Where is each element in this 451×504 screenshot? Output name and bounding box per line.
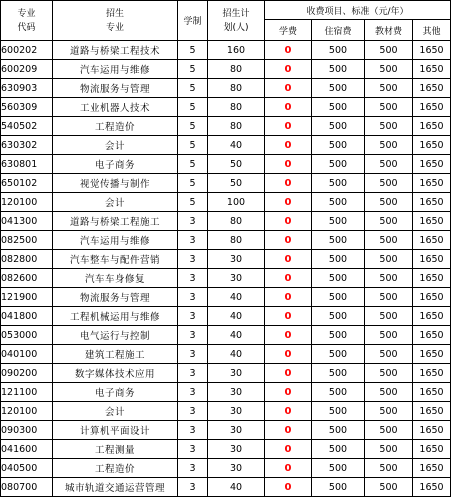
cell-tuition: 0 <box>265 402 312 421</box>
cell-major: 视觉传播与制作 <box>53 174 178 193</box>
cell-duration: 5 <box>178 174 208 193</box>
cell-tuition: 0 <box>265 364 312 383</box>
cell-accommodation: 500 <box>312 193 365 212</box>
cell-major: 汽车运用与维修 <box>53 231 178 250</box>
table-row <box>1 307 451 326</box>
cell-tuition: 0 <box>265 193 312 212</box>
cell-quota: 80 <box>208 117 265 136</box>
cell-code: 120100 <box>1 402 53 421</box>
header-major: 招生 专业 <box>53 1 178 41</box>
cell-tuition: 0 <box>265 231 312 250</box>
cell-major: 汽车车身修复 <box>53 269 178 288</box>
cell-code: 082800 <box>1 250 53 269</box>
cell-textbook: 500 <box>365 250 413 269</box>
cell-code: 090200 <box>1 364 53 383</box>
cell-major: 城市轨道交通运营管理 <box>53 478 178 497</box>
cell-tuition: 0 <box>265 383 312 402</box>
cell-textbook: 500 <box>365 383 413 402</box>
cell-duration: 3 <box>178 383 208 402</box>
cell-duration: 3 <box>178 288 208 307</box>
table-row <box>1 383 451 402</box>
header-fee-group: 收费项目、标准（元/年） <box>265 1 451 20</box>
table-row <box>1 41 451 60</box>
cell-tuition: 0 <box>265 98 312 117</box>
cell-other: 1650 <box>413 174 451 193</box>
table-row <box>1 326 451 345</box>
cell-code: 600202 <box>1 41 53 60</box>
cell-tuition: 0 <box>265 155 312 174</box>
cell-duration: 5 <box>178 79 208 98</box>
cell-code: 082600 <box>1 269 53 288</box>
cell-textbook: 500 <box>365 212 413 231</box>
cell-duration: 3 <box>178 269 208 288</box>
cell-tuition: 0 <box>265 345 312 364</box>
cell-major: 汽车整车与配件营销 <box>53 250 178 269</box>
cell-quota: 80 <box>208 231 265 250</box>
cell-other: 1650 <box>413 288 451 307</box>
cell-code: 090300 <box>1 421 53 440</box>
cell-accommodation: 500 <box>312 326 365 345</box>
cell-duration: 3 <box>178 307 208 326</box>
cell-tuition: 0 <box>265 79 312 98</box>
cell-textbook: 500 <box>365 79 413 98</box>
cell-textbook: 500 <box>365 345 413 364</box>
cell-code: 041300 <box>1 212 53 231</box>
table-row <box>1 136 451 155</box>
cell-textbook: 500 <box>365 174 413 193</box>
cell-other: 1650 <box>413 421 451 440</box>
table-row <box>1 345 451 364</box>
cell-other: 1650 <box>413 459 451 478</box>
cell-accommodation: 500 <box>312 402 365 421</box>
cell-tuition: 0 <box>265 269 312 288</box>
cell-major: 会计 <box>53 402 178 421</box>
cell-tuition: 0 <box>265 117 312 136</box>
cell-quota: 50 <box>208 174 265 193</box>
cell-duration: 3 <box>178 250 208 269</box>
cell-major: 物流服务与管理 <box>53 288 178 307</box>
cell-duration: 5 <box>178 136 208 155</box>
cell-textbook: 500 <box>365 193 413 212</box>
cell-other: 1650 <box>413 155 451 174</box>
cell-tuition: 0 <box>265 440 312 459</box>
cell-quota: 40 <box>208 326 265 345</box>
cell-quota: 30 <box>208 250 265 269</box>
cell-textbook: 500 <box>365 478 413 497</box>
cell-duration: 3 <box>178 364 208 383</box>
cell-major: 工程造价 <box>53 459 178 478</box>
cell-major: 电子商务 <box>53 383 178 402</box>
cell-accommodation: 500 <box>312 136 365 155</box>
header-duration: 学制 <box>178 1 208 41</box>
cell-quota: 30 <box>208 440 265 459</box>
cell-tuition: 0 <box>265 41 312 60</box>
cell-textbook: 500 <box>365 288 413 307</box>
cell-other: 1650 <box>413 440 451 459</box>
cell-tuition: 0 <box>265 250 312 269</box>
cell-code: 041800 <box>1 307 53 326</box>
cell-accommodation: 500 <box>312 269 365 288</box>
cell-other: 1650 <box>413 117 451 136</box>
cell-major: 道路与桥梁工程技术 <box>53 41 178 60</box>
cell-accommodation: 500 <box>312 440 365 459</box>
cell-textbook: 500 <box>365 459 413 478</box>
cell-other: 1650 <box>413 250 451 269</box>
cell-other: 1650 <box>413 364 451 383</box>
cell-major: 会计 <box>53 136 178 155</box>
cell-duration: 3 <box>178 459 208 478</box>
cell-accommodation: 500 <box>312 98 365 117</box>
cell-accommodation: 500 <box>312 459 365 478</box>
table-row <box>1 231 451 250</box>
table-body <box>1 41 451 497</box>
cell-accommodation: 500 <box>312 79 365 98</box>
cell-other: 1650 <box>413 60 451 79</box>
cell-accommodation: 500 <box>312 60 365 79</box>
table-row <box>1 478 451 497</box>
cell-code: 040500 <box>1 459 53 478</box>
cell-accommodation: 500 <box>312 478 365 497</box>
cell-quota: 30 <box>208 364 265 383</box>
table-row <box>1 269 451 288</box>
cell-quota: 80 <box>208 212 265 231</box>
header-accommodation: 住宿费 <box>312 20 365 41</box>
cell-code: 560309 <box>1 98 53 117</box>
cell-major: 工业机器人技术 <box>53 98 178 117</box>
table-row <box>1 250 451 269</box>
table-row <box>1 79 451 98</box>
header-row-1 <box>1 1 451 20</box>
cell-textbook: 500 <box>365 136 413 155</box>
cell-other: 1650 <box>413 98 451 117</box>
cell-tuition: 0 <box>265 421 312 440</box>
cell-accommodation: 500 <box>312 117 365 136</box>
cell-textbook: 500 <box>365 60 413 79</box>
cell-quota: 30 <box>208 459 265 478</box>
cell-major: 工程造价 <box>53 117 178 136</box>
cell-duration: 5 <box>178 193 208 212</box>
cell-major: 汽车运用与维修 <box>53 60 178 79</box>
cell-code: 120100 <box>1 193 53 212</box>
cell-other: 1650 <box>413 41 451 60</box>
cell-accommodation: 500 <box>312 174 365 193</box>
cell-other: 1650 <box>413 136 451 155</box>
cell-duration: 5 <box>178 98 208 117</box>
cell-accommodation: 500 <box>312 250 365 269</box>
cell-textbook: 500 <box>365 155 413 174</box>
header-code: 专业 代码 <box>1 1 53 41</box>
cell-quota: 80 <box>208 60 265 79</box>
cell-duration: 5 <box>178 60 208 79</box>
table-row <box>1 364 451 383</box>
cell-code: 121100 <box>1 383 53 402</box>
cell-other: 1650 <box>413 231 451 250</box>
cell-duration: 3 <box>178 345 208 364</box>
table-row <box>1 117 451 136</box>
cell-quota: 80 <box>208 79 265 98</box>
table-row <box>1 212 451 231</box>
cell-tuition: 0 <box>265 307 312 326</box>
cell-other: 1650 <box>413 269 451 288</box>
cell-quota: 40 <box>208 288 265 307</box>
header-textbook: 教材费 <box>365 20 413 41</box>
cell-accommodation: 500 <box>312 383 365 402</box>
table-row <box>1 155 451 174</box>
cell-other: 1650 <box>413 212 451 231</box>
cell-major: 数字媒体技术应用 <box>53 364 178 383</box>
cell-quota: 100 <box>208 193 265 212</box>
cell-major: 电气运行与控制 <box>53 326 178 345</box>
cell-duration: 3 <box>178 231 208 250</box>
cell-textbook: 500 <box>365 269 413 288</box>
table-row <box>1 421 451 440</box>
cell-textbook: 500 <box>365 41 413 60</box>
cell-textbook: 500 <box>365 98 413 117</box>
table-row <box>1 60 451 79</box>
cell-code: 630302 <box>1 136 53 155</box>
cell-major: 工程测量 <box>53 440 178 459</box>
header-other: 其他 <box>413 20 451 41</box>
cell-code: 650102 <box>1 174 53 193</box>
cell-code: 041600 <box>1 440 53 459</box>
cell-other: 1650 <box>413 307 451 326</box>
cell-duration: 3 <box>178 326 208 345</box>
cell-tuition: 0 <box>265 212 312 231</box>
cell-code: 082500 <box>1 231 53 250</box>
cell-duration: 3 <box>178 440 208 459</box>
cell-duration: 5 <box>178 117 208 136</box>
cell-code: 540502 <box>1 117 53 136</box>
cell-accommodation: 500 <box>312 364 365 383</box>
cell-accommodation: 500 <box>312 345 365 364</box>
cell-duration: 3 <box>178 421 208 440</box>
cell-textbook: 500 <box>365 421 413 440</box>
cell-duration: 3 <box>178 212 208 231</box>
cell-tuition: 0 <box>265 326 312 345</box>
cell-quota: 80 <box>208 98 265 117</box>
cell-code: 600209 <box>1 60 53 79</box>
header-tuition: 学费 <box>265 20 312 41</box>
cell-major: 工程机械运用与维修 <box>53 307 178 326</box>
cell-other: 1650 <box>413 478 451 497</box>
cell-textbook: 500 <box>365 326 413 345</box>
cell-accommodation: 500 <box>312 41 365 60</box>
table-row <box>1 174 451 193</box>
cell-duration: 3 <box>178 478 208 497</box>
cell-accommodation: 500 <box>312 288 365 307</box>
cell-textbook: 500 <box>365 307 413 326</box>
cell-quota: 40 <box>208 136 265 155</box>
cell-tuition: 0 <box>265 478 312 497</box>
cell-code: 080700 <box>1 478 53 497</box>
cell-accommodation: 500 <box>312 231 365 250</box>
table-row <box>1 288 451 307</box>
cell-textbook: 500 <box>365 402 413 421</box>
table-row <box>1 193 451 212</box>
cell-quota: 160 <box>208 41 265 60</box>
cell-duration: 5 <box>178 155 208 174</box>
cell-tuition: 0 <box>265 60 312 79</box>
cell-other: 1650 <box>413 79 451 98</box>
cell-accommodation: 500 <box>312 212 365 231</box>
table-row <box>1 459 451 478</box>
cell-quota: 40 <box>208 478 265 497</box>
cell-quota: 50 <box>208 155 265 174</box>
cell-tuition: 0 <box>265 174 312 193</box>
cell-code: 053000 <box>1 326 53 345</box>
cell-accommodation: 500 <box>312 155 365 174</box>
cell-textbook: 500 <box>365 117 413 136</box>
cell-quota: 30 <box>208 402 265 421</box>
cell-major: 道路与桥梁工程施工 <box>53 212 178 231</box>
cell-other: 1650 <box>413 193 451 212</box>
cell-major: 电子商务 <box>53 155 178 174</box>
cell-major: 计算机平面设计 <box>53 421 178 440</box>
cell-major: 物流服务与管理 <box>53 79 178 98</box>
cell-other: 1650 <box>413 326 451 345</box>
cell-code: 040100 <box>1 345 53 364</box>
cell-major: 会计 <box>53 193 178 212</box>
cell-quota: 40 <box>208 345 265 364</box>
table-row <box>1 440 451 459</box>
cell-tuition: 0 <box>265 288 312 307</box>
cell-accommodation: 500 <box>312 421 365 440</box>
cell-code: 630903 <box>1 79 53 98</box>
cell-tuition: 0 <box>265 459 312 478</box>
cell-textbook: 500 <box>365 440 413 459</box>
header-quota: 招生计 划(人) <box>208 1 265 41</box>
cell-textbook: 500 <box>365 364 413 383</box>
cell-quota: 40 <box>208 307 265 326</box>
cell-other: 1650 <box>413 402 451 421</box>
cell-duration: 3 <box>178 402 208 421</box>
cell-tuition: 0 <box>265 136 312 155</box>
cell-major: 建筑工程施工 <box>53 345 178 364</box>
cell-accommodation: 500 <box>312 307 365 326</box>
cell-other: 1650 <box>413 345 451 364</box>
cell-quota: 30 <box>208 421 265 440</box>
cell-code: 121900 <box>1 288 53 307</box>
cell-code: 630801 <box>1 155 53 174</box>
cell-textbook: 500 <box>365 231 413 250</box>
cell-quota: 30 <box>208 383 265 402</box>
cell-quota: 30 <box>208 269 265 288</box>
table-row <box>1 98 451 117</box>
cell-duration: 5 <box>178 41 208 60</box>
cell-other: 1650 <box>413 383 451 402</box>
table-row <box>1 402 451 421</box>
